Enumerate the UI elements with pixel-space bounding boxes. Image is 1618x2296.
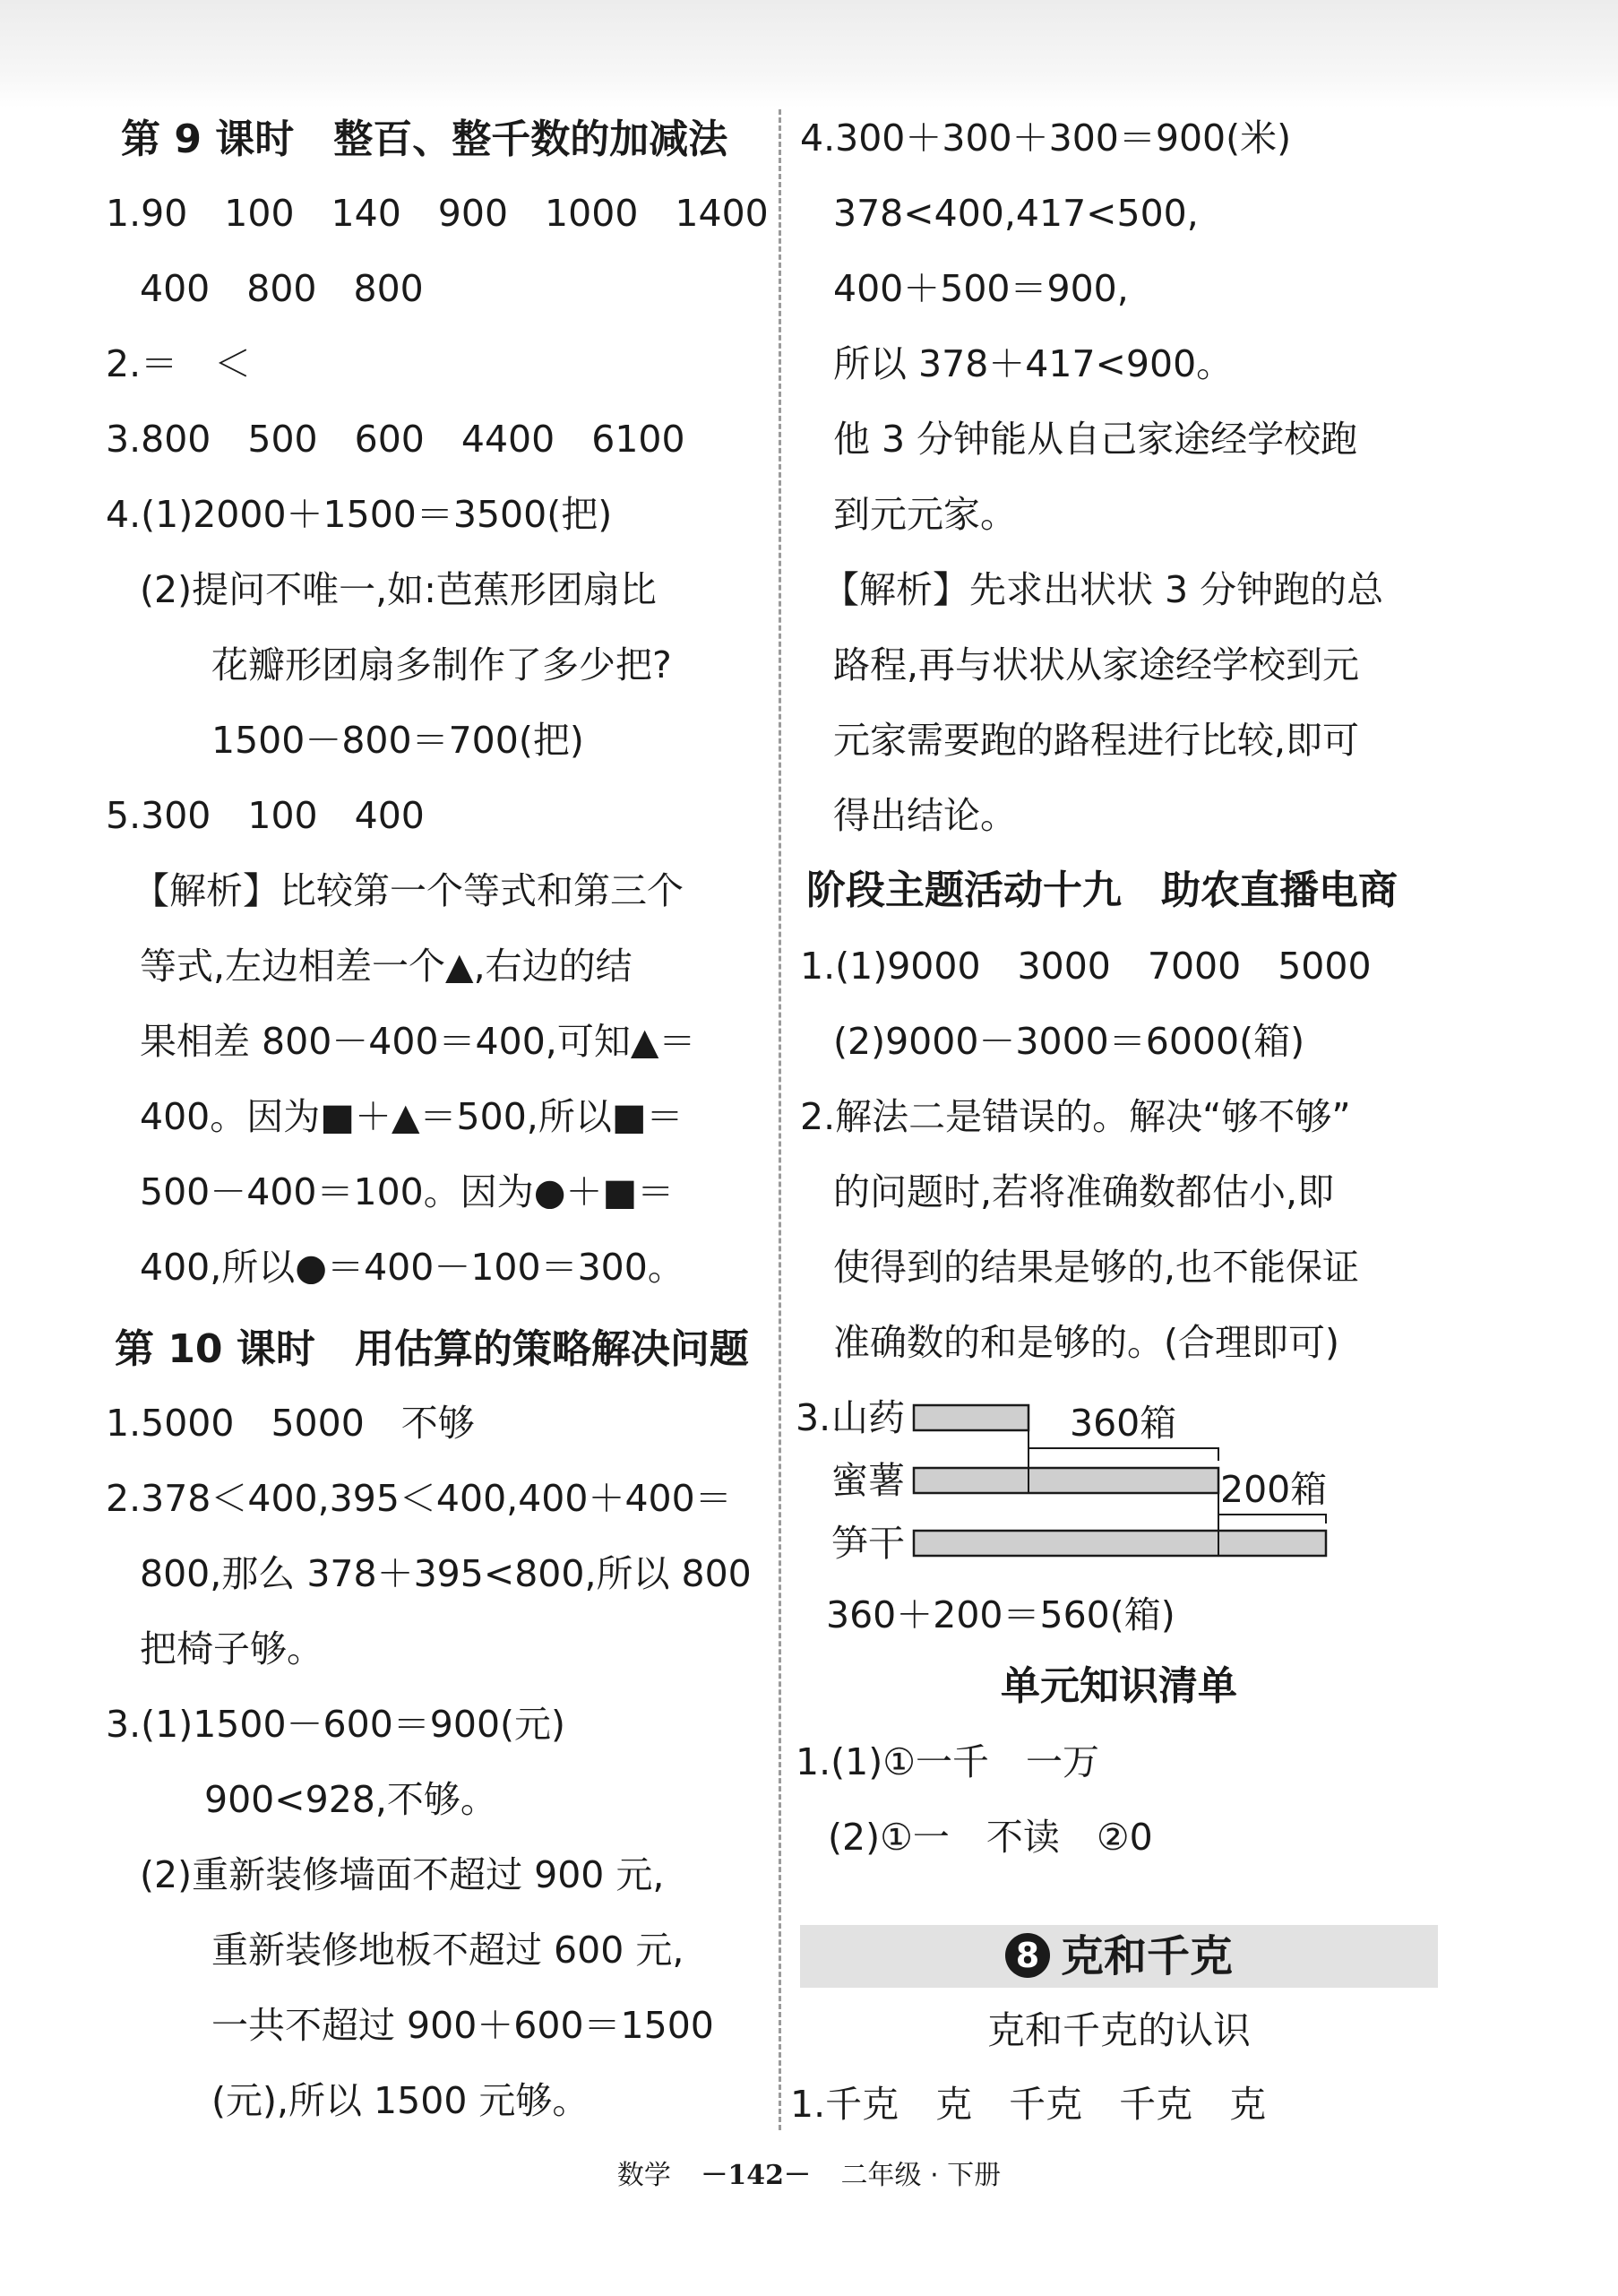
unit-knowledge-title: 单元知识清单 (1001, 1663, 1237, 1709)
answer-line: 4.300＋300＋300＝900(米) (800, 117, 1292, 160)
brace-200 (1218, 1515, 1326, 1523)
answer-line: 900<928,不够。 (204, 1778, 497, 1821)
answer-line: 2.＝ ＜ (106, 342, 252, 385)
q3-label-yam: 山药 (831, 1396, 905, 1439)
lesson9-title: 第 9 课时 整百、整千数的加减法 (121, 117, 728, 162)
chapter-heading (800, 1929, 1438, 1984)
answer-line: 1.90 100 140 900 1000 1400 (106, 192, 769, 235)
answer-line: 到元元家。 (833, 493, 1017, 536)
q3-number: 3. (796, 1396, 831, 1439)
subsection-title: 克和千克的认识 (986, 2008, 1251, 2052)
answer-line: 3.(1)1500－600＝900(元) (106, 1703, 566, 1746)
answer-line: (2)①一 不读 ②0 (828, 1816, 1153, 1859)
analysis-line: 路程,再与状状从家途经学校到元 (833, 643, 1360, 686)
answer-line: 把椅子够。 (140, 1627, 323, 1670)
q3-annotation-200: 200箱 (1220, 1468, 1328, 1511)
answer-line: 2.378＜400,395＜400,400＋400＝ (106, 1477, 732, 1520)
answer-line: 1.千克 克 千克 千克 克 (790, 2083, 1267, 2126)
analysis-line: 等式,左边相差一个▲,右边的结 (140, 945, 633, 988)
bar-bamboo-shoot (914, 1531, 1326, 1556)
page-footer (0, 2151, 1618, 2201)
brace-360 (1028, 1448, 1218, 1461)
analysis-line: 元家需要跑的路程进行比较,即可 (833, 719, 1360, 762)
answer-line: (2)9000－3000＝6000(箱) (833, 1020, 1305, 1063)
analysis-line: 【解析】先求出状状 3 分钟跑的总 (822, 568, 1384, 611)
answer-line: 1500－800＝700(把) (211, 719, 584, 762)
q3-annotation-360: 360箱 (1070, 1402, 1177, 1445)
answer-line: 5.300 100 400 (106, 794, 425, 837)
answer-line: (2)重新装修墙面不超过 900 元, (140, 1853, 665, 1896)
footer-grade: 二年级 · 下册 (840, 2160, 1002, 2191)
analysis-line: 400。因为■＋▲＝500,所以■＝ (140, 1095, 684, 1138)
footer-subject: 数学 (616, 2160, 671, 2191)
answer-line: 他 3 分钟能从自己家途经学校跑 (833, 418, 1358, 461)
analysis-line: 400,所以●＝400－100＝300。 (140, 1246, 684, 1289)
bar-yam (914, 1405, 1028, 1430)
q3-equation: 360＋200＝560(箱) (826, 1593, 1175, 1636)
answer-line: 1.(1)①一千 一万 (796, 1740, 1099, 1783)
answer-line: 800,那么 378＋395<800,所以 800 (140, 1552, 752, 1595)
answer-line: 花瓣形团扇多制作了多少把? (211, 643, 672, 686)
analysis-line: 果相差 800－400＝400,可知▲＝ (140, 1020, 696, 1063)
analysis-line: 【解析】比较第一个等式和第三个 (133, 869, 684, 912)
chapter-title: 克和千克 (1060, 1931, 1233, 1981)
answer-line: (2)提问不唯一,如:芭蕉形团扇比 (140, 568, 657, 611)
page-number: －142－ (701, 2160, 811, 2191)
analysis-line: 500－400＝100。因为●＋■＝ (140, 1170, 675, 1213)
answer-line: 使得到的结果是够的,也不能保证 (833, 1246, 1360, 1289)
answer-line: 1.(1)9000 3000 7000 5000 (800, 945, 1372, 988)
answer-line: 准确数的和是够的。(合理即可) (833, 1321, 1339, 1364)
answer-line: 378<400,417<500, (833, 192, 1199, 235)
answer-line: 4.(1)2000＋1500＝3500(把) (106, 493, 613, 536)
answer-line: 1.5000 5000 不够 (106, 1402, 475, 1445)
answer-line: 400 800 800 (140, 267, 424, 310)
answer-line: 重新装修地板不超过 600 元, (211, 1929, 684, 1972)
analysis-line: 得出结论。 (833, 794, 1017, 837)
answer-line: 一共不超过 900＋600＝1500 (211, 2004, 714, 2047)
answer-line: 所以 378＋417<900。 (833, 342, 1234, 385)
bar-sweet-potato (914, 1468, 1218, 1493)
answer-line: (元),所以 1500 元够。 (211, 2079, 590, 2122)
q3-label-bamboo-shoot: 笋干 (831, 1522, 905, 1565)
lesson10-title: 第 10 课时 用估算的策略解决问题 (115, 1326, 749, 1372)
q3-label-sweet-potato: 蜜薯 (831, 1459, 905, 1502)
activity-title: 阶段主题活动十九 助农直播电商 (806, 867, 1398, 913)
chapter-number-badge: 8 (1005, 1933, 1050, 1978)
answer-line: 400＋500＝900, (833, 267, 1129, 310)
answer-line: 3.800 500 600 4400 6100 (106, 418, 685, 461)
answer-line: 2.解法二是错误的。解决“够不够” (800, 1095, 1351, 1138)
answer-line: 的问题时,若将准确数都估小,即 (833, 1170, 1335, 1213)
